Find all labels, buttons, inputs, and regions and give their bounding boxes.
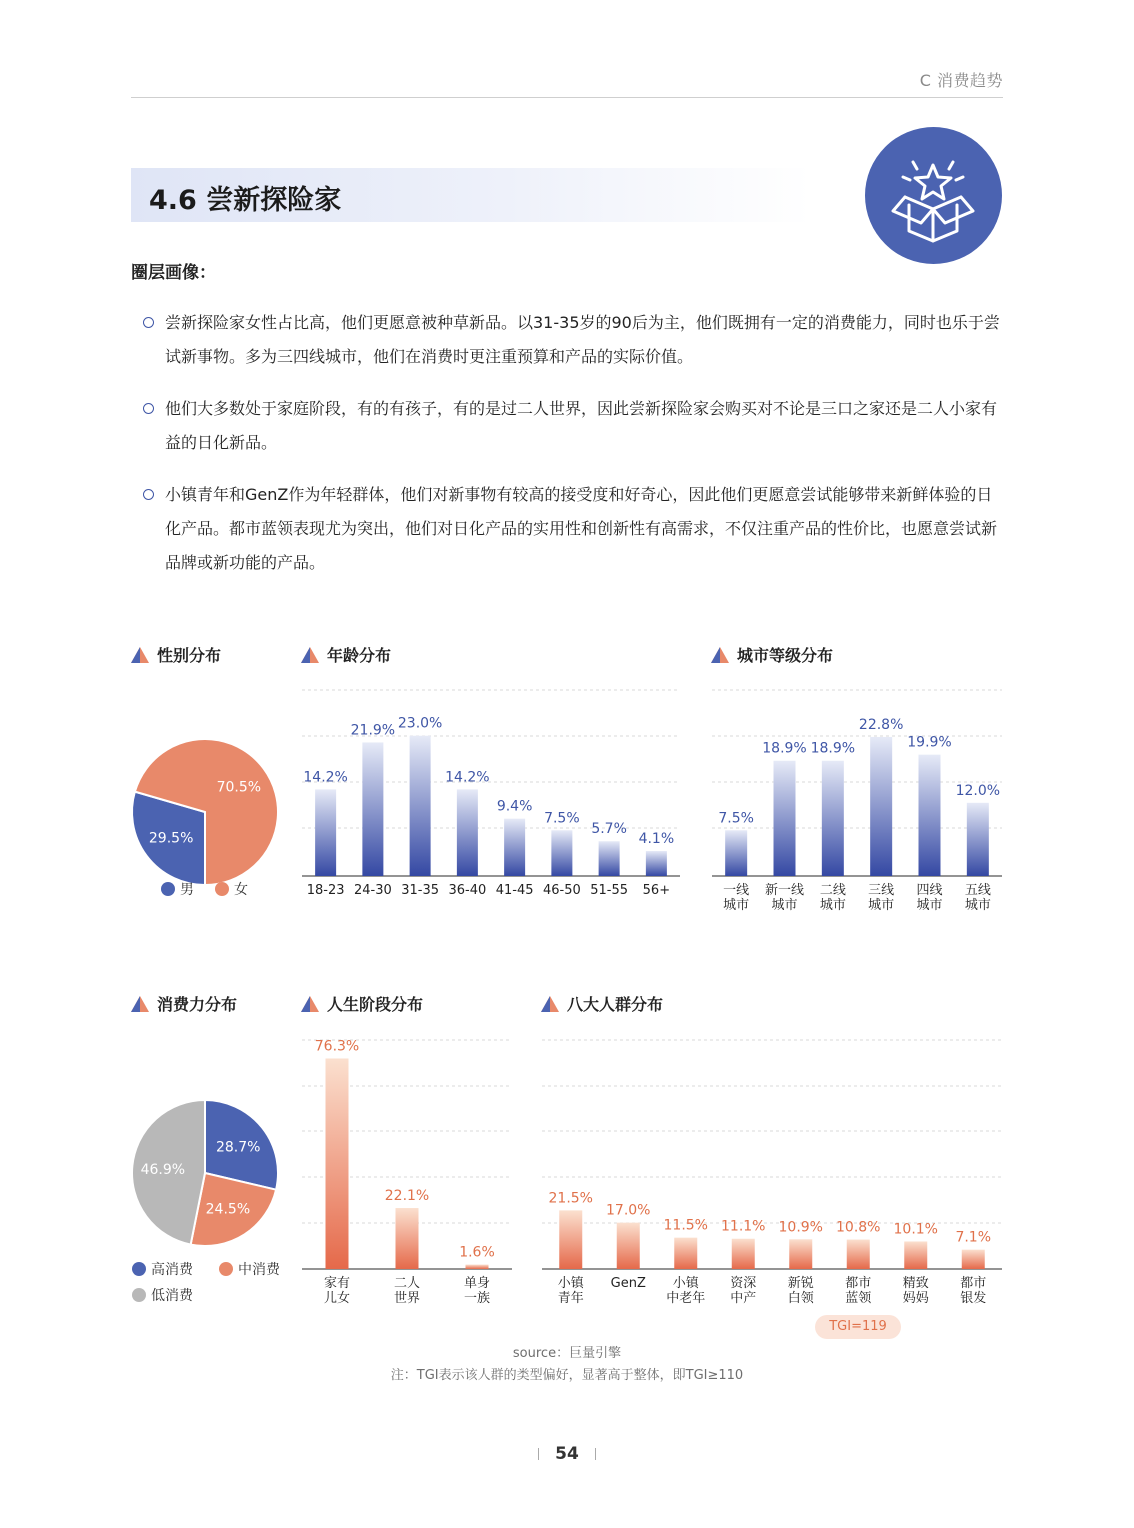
bar xyxy=(732,1239,755,1269)
header-section-label: C 消费趋势 xyxy=(919,71,1003,90)
x-tick-label: 白领 xyxy=(787,1291,814,1306)
bar-value-label: 5.7% xyxy=(591,821,627,838)
x-tick-label: 一族 xyxy=(463,1291,491,1306)
x-tick-label: 都市 xyxy=(845,1276,872,1291)
x-tick-label: 小镇 xyxy=(557,1276,584,1291)
pie-value-label: 29.5% xyxy=(148,830,194,847)
pie-value-label: 28.7% xyxy=(215,1139,261,1156)
bar xyxy=(847,1240,870,1269)
bar-value-label: 10.9% xyxy=(778,1219,823,1236)
pie-value-label: 24.5% xyxy=(205,1201,251,1218)
legend-swatch xyxy=(161,882,175,896)
x-tick-label: 家有 xyxy=(323,1276,351,1291)
legend-label: 中消费 xyxy=(238,1262,280,1278)
bullet-text: 尝新探险家女性占比高，他们更愿意被种草新品。以31-35岁的90后为主，他们既拥有一定的消费能力，同时也乐于尝试新事物。多为三四线城市，他们在消费时更注重预算和产品的实际价值。 xyxy=(165,313,1000,366)
x-tick-label: 四线 xyxy=(916,883,943,898)
x-tick-label: 31-35 xyxy=(401,883,440,898)
bar-value-label: 22.1% xyxy=(384,1188,430,1205)
x-tick-label: 56+ xyxy=(642,883,671,898)
x-tick-label: 都市 xyxy=(960,1276,987,1291)
bar-value-label: 7.5% xyxy=(544,810,580,827)
x-tick-label: 中老年 xyxy=(666,1291,706,1306)
x-tick-label: 城市 xyxy=(819,898,846,913)
bar-value-label: 21.9% xyxy=(350,722,396,739)
page-number-divider xyxy=(538,1448,539,1460)
bar-value-label: 17.0% xyxy=(606,1202,651,1219)
x-tick-label: 五线 xyxy=(964,883,991,898)
bar-value-label: 10.8% xyxy=(836,1219,881,1236)
x-tick-label: 城市 xyxy=(771,898,798,913)
chart-title-text: 消费力分布 xyxy=(157,995,238,1014)
page-title: 4.6 尝新探险家 xyxy=(149,185,342,216)
chart-title-text: 年龄分布 xyxy=(327,646,392,665)
page-number xyxy=(0,1444,1134,1464)
x-tick-label: 城市 xyxy=(868,898,895,913)
pie-value-label: 70.5% xyxy=(216,779,262,796)
x-tick-label: 妈妈 xyxy=(902,1291,929,1306)
x-tick-label: GenZ xyxy=(610,1276,646,1291)
x-tick-label: 银发 xyxy=(960,1291,987,1306)
bar-value-label: 22.8% xyxy=(858,716,904,733)
bullet-text: 小镇青年和GenZ作为年轻群体，他们对新事物有较高的接受度和好奇心，因此他们更愿意尝试能够带来新鲜体验的日化产品。都市蓝领表现尤为突出，他们对日化产品的实用性和创新性有高需求，不仅注重产品的性价比，也愿意尝试新品牌或新功能的产品。 xyxy=(165,485,998,572)
x-tick-label: 城市 xyxy=(964,898,991,913)
bar xyxy=(822,761,844,876)
bar xyxy=(315,789,336,876)
bar xyxy=(870,737,892,876)
bar xyxy=(410,736,431,876)
bar-value-label: 9.4% xyxy=(496,798,533,815)
bar xyxy=(674,1238,697,1269)
x-tick-label: 51-55 xyxy=(590,883,629,898)
bar xyxy=(599,841,620,876)
x-tick-label: 世界 xyxy=(393,1291,421,1306)
bar-value-label: 1.6% xyxy=(459,1244,495,1261)
bar-value-label: 10.1% xyxy=(893,1221,938,1238)
bar-value-label: 21.5% xyxy=(548,1190,593,1207)
bar xyxy=(362,742,383,876)
x-tick-label: 青年 xyxy=(557,1291,584,1306)
chart-title-text: 人生阶段分布 xyxy=(327,995,424,1014)
bar-value-label: 12.0% xyxy=(955,782,1001,799)
bar-value-label: 76.3% xyxy=(314,1038,360,1055)
x-tick-label: 小镇 xyxy=(672,1276,699,1291)
bar-value-label: 7.1% xyxy=(955,1229,992,1246)
x-tick-label: 36-40 xyxy=(448,883,487,898)
x-tick-label: 单身 xyxy=(463,1276,491,1291)
x-tick-label: 新锐 xyxy=(787,1276,814,1291)
bar xyxy=(774,761,796,876)
bar xyxy=(646,851,667,876)
legend-swatch xyxy=(219,1262,233,1276)
bar xyxy=(725,830,747,876)
x-tick-label: 中产 xyxy=(730,1291,757,1306)
legend-label: 低消费 xyxy=(151,1288,193,1304)
chart-title-text: 性别分布 xyxy=(157,646,222,665)
legend-label: 男 xyxy=(180,882,194,898)
bar xyxy=(967,803,989,876)
bar xyxy=(466,1265,489,1269)
page-number-divider xyxy=(595,1448,596,1460)
bar-value-label: 23.0% xyxy=(397,715,443,732)
bar-value-label: 18.9% xyxy=(762,740,807,757)
bar xyxy=(904,1241,927,1269)
legend-label: 女 xyxy=(234,882,248,898)
x-tick-label: 城市 xyxy=(723,898,750,913)
tgi-footnote: 注：TGI表示该人群的类型偏好，显著高于整体，即TGI≥110 xyxy=(390,1368,744,1383)
bar xyxy=(559,1210,582,1269)
x-tick-label: 41-45 xyxy=(495,883,534,898)
x-tick-label: 18-23 xyxy=(306,883,345,898)
bar xyxy=(551,830,572,876)
pie-value-label: 46.9% xyxy=(140,1161,186,1178)
bar-value-label: 11.1% xyxy=(721,1218,766,1235)
section-label: 圈层画像： xyxy=(131,263,216,283)
bar xyxy=(789,1239,812,1269)
legend-swatch xyxy=(132,1262,146,1276)
source-note: source：巨量引擎 xyxy=(512,1346,622,1361)
page-number-text: 54 xyxy=(555,1444,579,1464)
bar xyxy=(617,1223,640,1269)
bar-value-label: 14.2% xyxy=(445,769,490,786)
bar-value-label: 4.1% xyxy=(638,830,675,847)
bar-value-label: 19.9% xyxy=(907,734,952,751)
bar-value-label: 7.5% xyxy=(718,810,754,827)
bar xyxy=(962,1250,985,1269)
chart-title-text: 城市等级分布 xyxy=(737,646,834,665)
x-tick-label: 精致 xyxy=(902,1276,929,1291)
bar xyxy=(396,1208,419,1269)
bullet-text: 他们大多数处于家庭阶段，有的有孩子，有的是过二人世界，因此尝新探险家会购买对不论是三口之家还是二人小家有益的日化新品。 xyxy=(165,399,998,452)
x-tick-label: 资深 xyxy=(730,1276,757,1291)
x-tick-label: 一线 xyxy=(723,883,750,898)
x-tick-label: 城市 xyxy=(916,898,943,913)
chart-title-text: 八大人群分布 xyxy=(567,995,664,1014)
x-tick-label: 儿女 xyxy=(323,1291,351,1306)
legend-label: 高消费 xyxy=(151,1262,193,1278)
bar-value-label: 18.9% xyxy=(810,740,856,757)
bar xyxy=(504,819,525,876)
x-tick-label: 24-30 xyxy=(353,883,392,898)
bar-value-label: 14.2% xyxy=(303,769,348,786)
bar xyxy=(326,1058,349,1269)
legend-swatch xyxy=(132,1288,146,1302)
bar xyxy=(919,755,941,876)
x-tick-label: 新一线 xyxy=(764,883,805,898)
legend-swatch xyxy=(215,882,229,896)
x-tick-label: 二人 xyxy=(393,1276,421,1291)
bar xyxy=(457,789,478,876)
x-tick-label: 蓝领 xyxy=(845,1291,872,1306)
bar-value-label: 11.5% xyxy=(663,1217,708,1234)
x-tick-label: 二线 xyxy=(819,883,846,898)
tgi-annotation: TGI=119 xyxy=(815,1315,901,1339)
x-tick-label: 三线 xyxy=(868,883,895,898)
x-tick-label: 46-50 xyxy=(542,883,581,898)
